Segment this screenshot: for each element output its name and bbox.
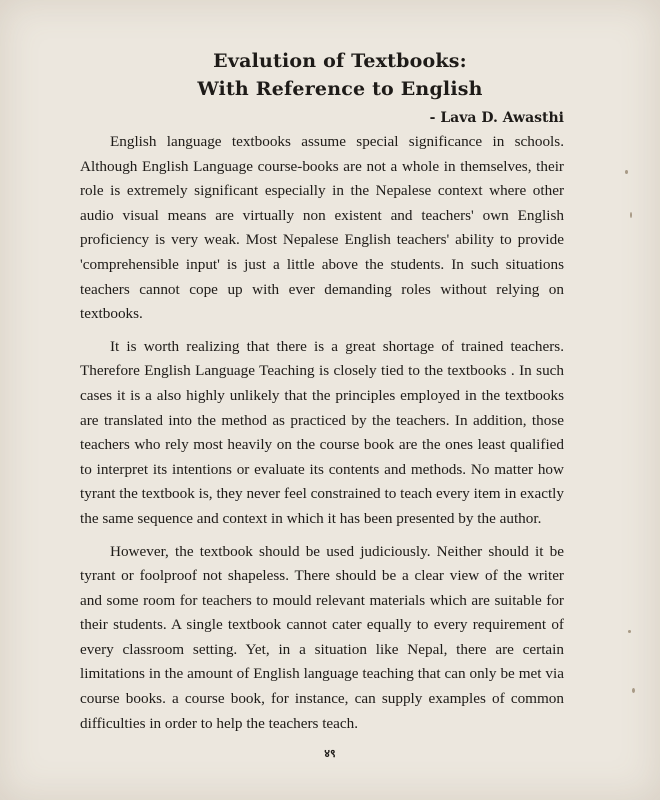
article-title-line-2: With Reference to English [197,78,483,100]
paragraph-1: English language textbooks assume special significance in schools. Although English Language course-books are not a whole in themselves, their role is extremely significant especially in the Nepalese context where other audio visual means are virtually non existent and teachers' own English proficiency is very weak. Most Nepalese English teachers' ability to provide 'comprehensible input' is just a little above the students. In such situations teachers cannot cope up with ever demanding roles without relying on textbooks. [80,133,564,323]
paragraph-3: However, the textbook should be used judiciously. Neither should it be tyrant or foolproof not shapeless. There should be a clear view of the writer and some room for teachers to mould relevant materials which are suitable for their students. A single textbook cannot cater equally to every requirement of every classroom setting. Yet, in a situation like Nepal, there are certain limitations in the amount of English language teaching that can only be met via course books. a course book, for instance, can supply examples of common difficulties in order to help the teachers teach. [80,542,564,732]
paper-speck [630,212,632,218]
paper-speck [632,688,635,693]
paper-speck [628,630,631,633]
paper-speck [625,170,628,174]
article-title-line-1: Evalution of Textbooks: [213,50,467,72]
author-byline: - Lava D. Awasthi [429,110,564,126]
paragraph-2: It is worth realizing that there is a great shortage of trained teachers. Therefore English Language Teaching is closely tied to the textbooks . In such cases it is a also highly unlikely that the principles employed in the textbooks are translated into the method as practiced by the teachers. In addition, those teachers who rely most heavily on the course book are the ones least qualified to interpret its intentions or evaluate its contents and methods. No matter how tyrant the textbook is, they never feel constrained to teach every item in exactly the same sequence and context in which it has been presented by the author. [80,337,564,527]
article-body [80,130,564,744]
page-number: ४९ [324,747,336,760]
